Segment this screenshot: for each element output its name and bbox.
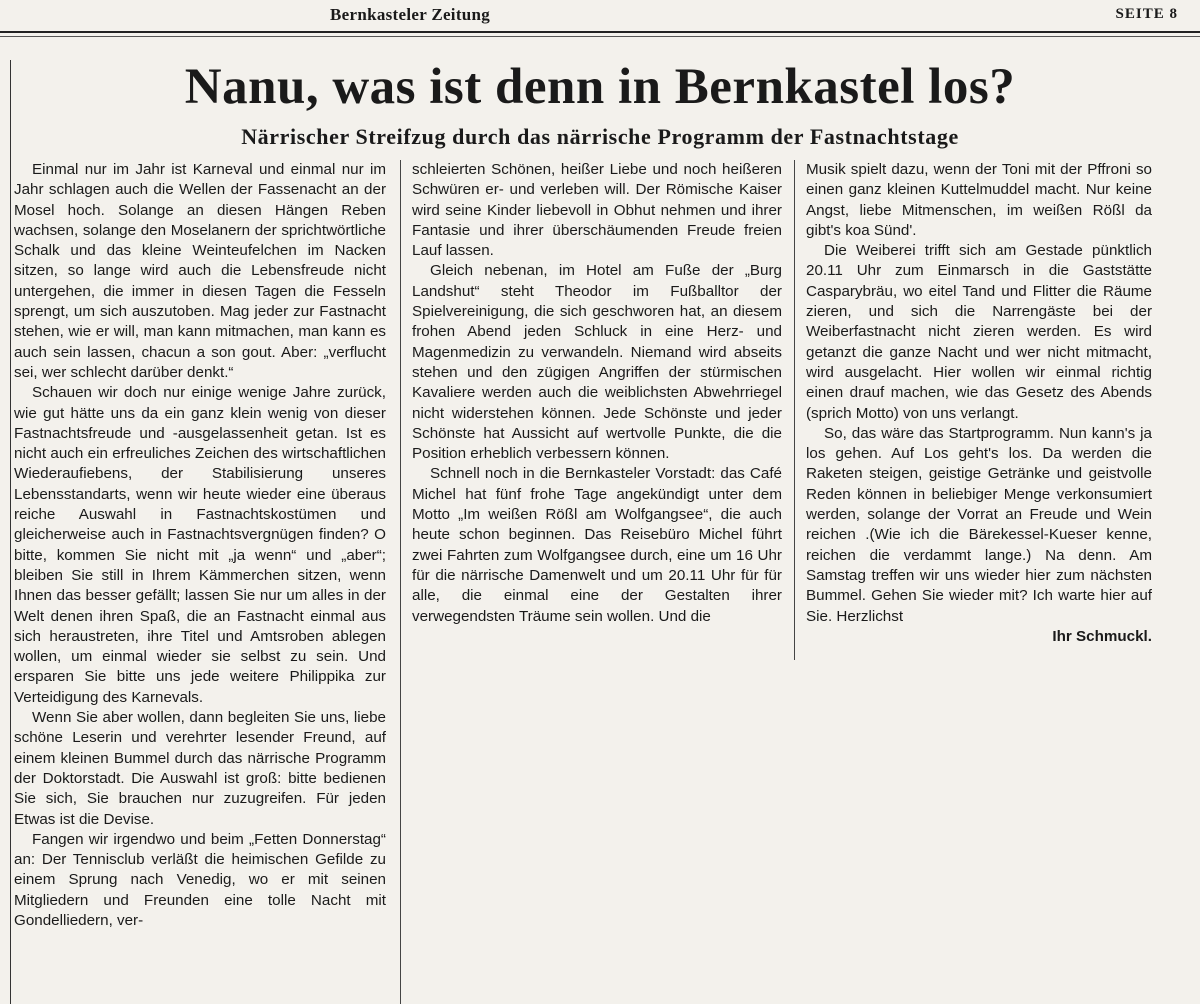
masthead-rule-thin <box>0 36 1200 37</box>
paragraph: So, das wäre das Startprogramm. Nun kann's ja los gehen. Auf Los geht's los. Da werden die Raketen steigen, geistige Getränke und geistvolle Reden können in beliebiger Menge verkonsumiert werden, solange der Vorrat an Freude und Wein reichen .(Wie ich die Bärekessel-Kueser kenne, reichen die verdammt lange.) Na denn. Am Samstag treffen wir uns wieder hier zum nächsten Bummel. Gehen Sie wieder mit? Ich warte hier auf Sie. Herzlichst <box>806 424 1152 625</box>
article-column-1 <box>14 160 386 931</box>
page-number: SEITE 8 <box>1115 6 1178 22</box>
paragraph: Gleich nebenan, im Hotel am Fuße der „Burg Landshut“ steht Theodor im Fußballtor der Spielvereinigung, die sich geschworen hat, an diesem frohen Abend jeden Schluck in eine Herz- und Magenmedizin zu verwandeln. Niemand wird abseits stehen und den zügigen Angriffen der stürmischen Kavaliere werden auch die weiblichsten Abwehrriegel nicht widerstehen können. Jede Schönste und jeder Schönste hat Aussicht auf wertvolle Punkte, die die Position erheblich verbessern können. <box>412 262 782 463</box>
article-column-2 <box>412 160 782 627</box>
paragraph: schleierten Schönen, heißer Liebe und noch heißeren Schwüren er- und verleben will. Der Römische Kaiser wird seine Kinder liebevoll in Obhut nehmen und ihrer Fantasie und ihrer überschäumenden Freude freien Lauf lassen. <box>412 161 782 260</box>
paragraph: Fangen wir irgendwo und beim „Fetten Donnerstag“ an: Der Tennisclub verläßt die heimischen Gefilde zu einem Sprung nach Venedig, wo er mit seinen Mitgliedern und Freunden eine tolle Nacht mit Gondelliedern, ver- <box>14 830 386 929</box>
column-divider <box>794 160 795 660</box>
masthead-rule <box>0 31 1200 33</box>
paragraph: Die Weiberei trifft sich am Gestade pünktlich 20.11 Uhr zum Einmarsch in die Gaststätte Casparybräu, wo eitel Tand und Flitter die Räume zieren, und sich die Narrengäste bei der Weiberfastnacht nicht zieren werden. Es wird getanzt die ganze Nacht und wer nicht mitmacht, wird ausgelacht. Hier wollen wir einmal richtig einen drauf machen, wie das Gesetz des Abends (sprich Motto) von uns verlangt. <box>806 242 1152 422</box>
column-border-left <box>10 60 11 1004</box>
newspaper-name: Bernkasteler Zeitung <box>330 5 491 24</box>
paragraph: Schauen wir doch nur einige wenige Jahre zurück, wie gut hätte uns da ein ganz klein wenig von dieser Fastnachtsfreude und -ausgelassenheit getan. Ist es nicht auch ein erfreuliches Zeichen des wirtschaftlichen Wiederaufiebens, der Stabilisierung unseres Lebensstandarts, wenn wir heute wieder eine überaus reiche Auswahl in Fastnachtskostümen und gleicherweise auch in Fastnachtsvergnügen finden? O bitte, kommen Sie nicht mit „ja wenn“ und „aber“; bleiben Sie still in Ihrem Kämmerchen sitzen, wenn Ihnen das besser gefällt; lassen Sie nur um alles in der Welt denen ihren Spaß, die an Fastnacht einmal aus sich heraustreten, ihre Titel und Amtsroben ablegen wollen, um einmal wieder sie selbst zu sein. Und ersparen Sie bitte uns jede weitere Philippika zur Verteidigung des Karnevals. <box>14 384 386 706</box>
paragraph: Schnell noch in die Bernkasteler Vorstadt: das Café Michel hat fünf frohe Tage angekündigt unter dem Motto „Im weißen Rößl am Wolfgangsee“, die auch heute schon beginnen. Das Reisebüro Michel führt zwei Fahrten zum Wolfgangsee durch, eine um 16 Uhr für die närrische Damenwelt und um 20.11 Uhr für für alle, die einmal eine der Gestalten ihrer verwegendsten Träume sein wollen. Und die <box>412 465 782 625</box>
paragraph: Einmal nur im Jahr ist Karneval und einmal nur im Jahr schlagen auch die Wellen der Fassenacht an der Mosel hoch. Solange an diesen Hängen Reben wachsen, solange den Moselanern der sprichtwörtliche Schalk und das kleine Weinteufelchen im Nacken sitzen, so lange wird auch die Lebensfreude nicht untergehen, die immer in diesen Tagen die Fesseln sprengt, um sich auszutoben. Mag jeder zur Fastnacht stehen, wie er will, man kann mitmachen, man kann es auch sein lassen, chacun a son gout. Aber: „verflucht sei, wer schlecht darüber denkt.“ <box>14 161 386 381</box>
article-subheadline: Närrischer Streifzug durch das närrische Programm der Fastnachtstage <box>241 124 959 149</box>
author-signature: Ihr Schmuckl. <box>1052 627 1152 645</box>
article-headline: Nanu, was ist denn in Bernkastel los? <box>184 59 1016 115</box>
column-divider <box>400 160 401 1004</box>
paragraph: Wenn Sie aber wollen, dann begleiten Sie uns, liebe schöne Leserin und verehrter lesender Freund, auf einem kleinen Bummel durch das närrische Programm der Doktorstadt. Die Auswahl ist groß: bitte bedienen Sie sich, Sie brauchen nur zuzugreifen. Für jeden Etwas ist die Devise. <box>14 709 386 828</box>
article-column-3 <box>806 160 1152 647</box>
paragraph: Musik spielt dazu, wenn der Toni mit der Pffroni so einen ganz kleinen Kuttelmuddel macht. Nur keine Angst, liebe Mitmenschen, im weißen Rößl da gibt's koa Sünd'. <box>806 161 1152 239</box>
masthead <box>0 0 1200 34</box>
